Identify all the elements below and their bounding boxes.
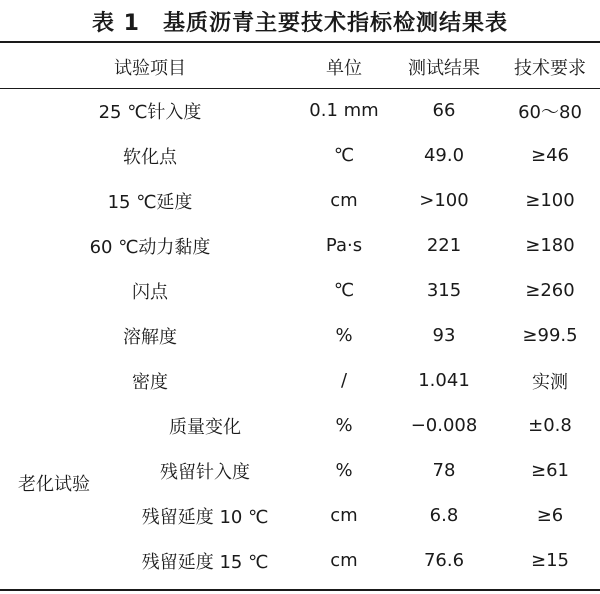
row-unit: ℃ <box>333 145 355 166</box>
row-result: 221 <box>426 235 462 256</box>
table-row <box>0 133 600 178</box>
row-item: 残留延度 15 ℃ <box>141 551 269 573</box>
header-item: 试验项目 <box>114 58 186 79</box>
row-requirement: 60～80 <box>518 101 582 123</box>
row-item: 密度 <box>132 371 168 393</box>
row-unit: 0.1 mm <box>309 100 379 121</box>
row-unit: Pa·s <box>325 235 363 256</box>
table-row <box>0 313 600 358</box>
row-unit: % <box>335 460 353 481</box>
row-requirement: ≥15 <box>531 550 569 571</box>
row-item-cell <box>0 538 300 583</box>
top-rule <box>0 41 600 43</box>
row-result: 78 <box>432 460 456 481</box>
row-requirement: ≥99.5 <box>522 325 578 346</box>
row-result: 315 <box>426 280 462 301</box>
row-unit: cm <box>330 550 358 571</box>
row-unit: % <box>335 325 353 346</box>
bottom-rule <box>0 589 600 591</box>
row-requirement: ≥46 <box>531 145 569 166</box>
row-result: 93 <box>432 325 456 346</box>
row-requirement: 实测 <box>532 371 568 393</box>
header-unit: 单位 <box>326 58 362 79</box>
row-unit: % <box>335 415 353 436</box>
header-result: 测试结果 <box>408 58 480 79</box>
row-item: 软化点 <box>123 146 177 168</box>
row-result: 6.8 <box>429 505 459 526</box>
row-result: 1.041 <box>418 370 470 391</box>
row-requirement: ≥6 <box>536 505 564 526</box>
row-result: >100 <box>419 190 469 211</box>
row-result: 66 <box>432 100 456 121</box>
row-item: 残留针入度 <box>160 461 250 483</box>
row-unit: / <box>340 370 348 391</box>
table-row <box>0 358 600 403</box>
table-row <box>0 178 600 223</box>
row-unit: cm <box>330 190 358 211</box>
row-result: 76.6 <box>423 550 465 571</box>
table-row <box>0 538 600 583</box>
header-requirement: 技术要求 <box>514 58 586 79</box>
table-title: 表 1 基质沥青主要技术指标检测结果表 <box>92 11 508 36</box>
table-row <box>0 448 600 493</box>
row-item: 闪点 <box>132 281 168 303</box>
row-item: 溶解度 <box>123 326 177 348</box>
row-result: −0.008 <box>410 415 478 436</box>
row-result: 49.0 <box>423 145 465 166</box>
row-item: 25 ℃针入度 <box>98 101 202 123</box>
row-requirement: ±0.8 <box>528 415 572 436</box>
row-item-cell <box>0 493 300 538</box>
table-row <box>0 88 600 133</box>
row-item: 15 ℃延度 <box>107 191 193 213</box>
row-requirement: ≥180 <box>525 235 575 256</box>
row-requirement: ≥260 <box>525 280 575 301</box>
row-item: 60 ℃动力黏度 <box>89 236 211 258</box>
row-unit: cm <box>330 505 358 526</box>
table-header-row <box>0 46 600 88</box>
row-unit: ℃ <box>333 280 355 301</box>
table-row <box>0 403 600 448</box>
row-item: 残留延度 10 ℃ <box>141 506 269 528</box>
table-row <box>0 268 600 313</box>
results-table <box>0 46 600 583</box>
table-row <box>0 493 600 538</box>
row-requirement: ≥100 <box>525 190 575 211</box>
aging-group-label: 老化试验 <box>18 474 90 495</box>
row-requirement: ≥61 <box>531 460 569 481</box>
row-item: 质量变化 <box>169 416 241 438</box>
table-row <box>0 223 600 268</box>
